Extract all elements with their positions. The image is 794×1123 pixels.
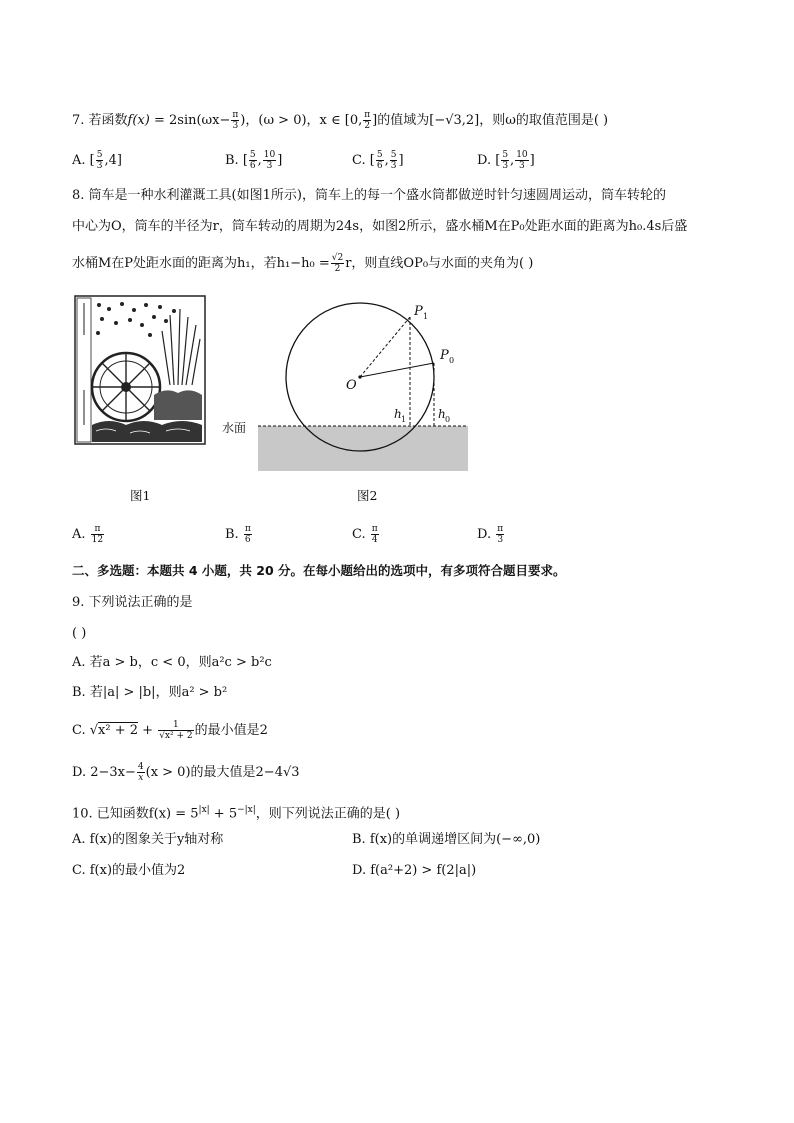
- frac-den: 6: [244, 535, 251, 545]
- q7b-frac1: [249, 150, 257, 171]
- q7a-tail: ,4]: [104, 153, 122, 168]
- frac-den: x: [138, 773, 144, 783]
- frac-den: 3: [96, 161, 103, 171]
- frac-num: π: [91, 524, 104, 535]
- figure-1-waterwheel-illustration: [74, 295, 206, 445]
- diagram-label-h0-sub: 0: [445, 415, 451, 424]
- frac-num: 10: [516, 150, 528, 160]
- q7-stem: [72, 110, 608, 131]
- q9c-plus: +: [138, 723, 158, 738]
- frac-den: 4: [371, 535, 378, 545]
- q9-option-d[interactable]: [72, 762, 300, 783]
- q8-line3-a: 水桶M在P处距水面的距离为h₁，若h₁−h₀ =: [72, 256, 330, 271]
- q8-line2: 中心为O，筒车的半径为r，筒车转动的周期为24s，如图2所示，盛水桶M在P₀处距水面的距离为h₀.4s后盛: [72, 219, 688, 234]
- q9-option-b[interactable]: B. 若|a| > |b|，则a² > b²: [72, 685, 228, 700]
- q9-option-a[interactable]: A. 若a > b，c < 0，则a²c > b²c: [72, 655, 272, 670]
- q10-stem-a: 10. 已知函数f(x) = 5: [72, 806, 199, 822]
- q9d-a: D. 2−3x−: [72, 765, 136, 780]
- diagram-label-h1: h: [394, 407, 402, 421]
- q7a-frac: [96, 150, 104, 171]
- q7d-frac1: [501, 150, 509, 171]
- q7-frac2-den: 2: [364, 121, 371, 131]
- frac-den: 2: [334, 264, 341, 274]
- frac-den: 12: [91, 535, 104, 545]
- q7d-frac2: [515, 150, 528, 171]
- frac-den: 3: [390, 161, 397, 171]
- frac-num: π: [244, 524, 251, 534]
- q10-option-c[interactable]: C. f(x)的最小值为2: [72, 863, 186, 878]
- q8c-frac: [371, 524, 379, 545]
- q7-frac2-num: π: [364, 110, 371, 120]
- diagram-label-h1-sub: 1: [401, 415, 407, 424]
- frac-den: 3: [266, 161, 273, 171]
- q9c-tail: 的最小值是2: [194, 723, 268, 738]
- q8-line1: 8. 筒车是一种水利灌溉工具(如图1所示)，筒车上的每一个盛水筒都做逆时针匀速圆周运动，筒车转轮的: [72, 188, 666, 203]
- option-label: C.: [352, 527, 366, 542]
- q9c-frac: [158, 720, 193, 741]
- option-label: A.: [72, 153, 86, 168]
- q9-stem: 9. 下列说法正确的是: [72, 595, 193, 610]
- diagram-label-o: O: [346, 378, 357, 393]
- q8-option-d[interactable]: [477, 524, 505, 545]
- frac-num: 10: [263, 150, 276, 160]
- frac-num: 5: [502, 150, 509, 160]
- frac-den: 6: [376, 161, 383, 171]
- frac-num: √2: [331, 253, 344, 263]
- figure-1-caption: 图1: [130, 488, 151, 503]
- q7-option-a[interactable]: A. [ $\frac{5}{3}$ ,4]: [72, 150, 122, 171]
- frac-den: 3: [519, 161, 525, 171]
- q7-frac-pi-2: [363, 110, 371, 131]
- q9d-frac: [137, 762, 145, 783]
- option-label: D.: [477, 527, 492, 542]
- frac-num: π: [497, 524, 504, 534]
- option-label: B.: [225, 527, 239, 542]
- q7c-frac2: [390, 150, 398, 171]
- q10-stem: [72, 801, 400, 823]
- frac-den: 3: [497, 535, 504, 545]
- q8-line3: [72, 253, 533, 274]
- q7c-frac1: [376, 150, 384, 171]
- q7-option-b[interactable]: B. [ $\frac{5}{6}$ , $\frac{10}{3}$ ]: [225, 150, 283, 171]
- q7-frac-num: π: [232, 110, 239, 120]
- frac-num: 5: [96, 150, 103, 160]
- q9c-den-radicand: x² + 2: [164, 731, 193, 741]
- frac-num: 5: [249, 150, 256, 160]
- q8b-frac: [244, 524, 252, 545]
- diagram-label-p1-sub: 1: [423, 312, 429, 321]
- q7-x-in: x ∈ [0,: [319, 113, 363, 128]
- frac-num: 5: [376, 150, 383, 160]
- q7-stem-b: = 2sin(ωx−: [149, 113, 231, 128]
- frac-num: 1: [158, 720, 193, 731]
- option-label: C.: [72, 723, 86, 738]
- frac-num: 5: [390, 150, 397, 160]
- option-label: A.: [72, 527, 86, 542]
- figure-2-caption: 图2: [357, 488, 378, 503]
- q7-stem-d: ]的值域为[−√3,2]，则ω的取值范围是( ): [372, 113, 609, 128]
- q7-frac-den: 3: [232, 121, 239, 131]
- q9d-b: (x > 0)的最大值是2−4√3: [145, 765, 300, 780]
- q10-option-a[interactable]: A. f(x)的图象关于y轴对称: [72, 832, 224, 847]
- q8-frac-sqrt2-2: [331, 253, 344, 274]
- q8-option-c[interactable]: [352, 524, 380, 545]
- q10-stem-c: ，则下列说法正确的是( ): [255, 806, 401, 822]
- option-label: C.: [352, 153, 366, 168]
- option-label: B.: [225, 153, 239, 168]
- frac-den: √x² + 2: [159, 731, 193, 741]
- q10-stem-b: + 5: [209, 806, 238, 822]
- diagram-label-p1: P: [414, 304, 423, 319]
- q10-option-d[interactable]: D. f(a²+2) > f(2|a|): [352, 863, 477, 878]
- q10-exp1: |x|: [198, 805, 210, 815]
- q7-fx: f(x): [127, 113, 150, 128]
- frac-den: 3: [502, 161, 509, 171]
- figure-2-diagram: [218, 295, 470, 475]
- option-label: D.: [477, 153, 492, 168]
- q7-stem-a: 7. 若函数: [72, 113, 128, 128]
- q7-option-c[interactable]: C. [ $\frac{5}{6}$ , $\frac{5}{3}$ ]: [352, 150, 404, 171]
- diagram-label-p0-sub: 0: [449, 356, 455, 365]
- q8a-frac: [91, 524, 104, 545]
- q8-line3-b: r，则直线OP₀与水面的夹角为( ): [345, 256, 534, 271]
- q7b-frac2: [263, 150, 276, 171]
- q8d-frac: [496, 524, 504, 545]
- frac-num: 4: [137, 762, 144, 772]
- q7-stem-c: )，(ω > 0)，: [240, 113, 320, 128]
- diagram-label-p0: P: [440, 348, 449, 363]
- frac-num: π: [371, 524, 378, 534]
- q7-frac-pi-3: [231, 110, 239, 131]
- q9-option-c[interactable]: C. √x² + 2 + $\frac{1}{\text{√x² + 2}}$ 的最小值是2: [72, 720, 268, 741]
- q8-option-a[interactable]: [72, 524, 105, 545]
- diagram-water-label: 水面: [222, 421, 247, 435]
- diagram-label-h0: h: [438, 407, 446, 421]
- q7-option-d[interactable]: D. [ $\frac{5}{3}$ , $\frac{10}{3}$ ]: [477, 150, 535, 171]
- section-2-heading: 二、多选题：本题共 4 小题，共 20 分。在每小题给出的选项中，有多项符合题目要求。: [72, 563, 566, 578]
- q10-exp2: −|x|: [237, 805, 256, 815]
- q9-answer-paren: ( ): [72, 626, 87, 641]
- q9c-radicand: x² + 2: [98, 723, 139, 738]
- q8-option-b[interactable]: [225, 524, 253, 545]
- frac-den: 6: [249, 161, 256, 171]
- q10-option-b[interactable]: B. f(x)的单调递增区间为(−∞,0): [352, 832, 541, 847]
